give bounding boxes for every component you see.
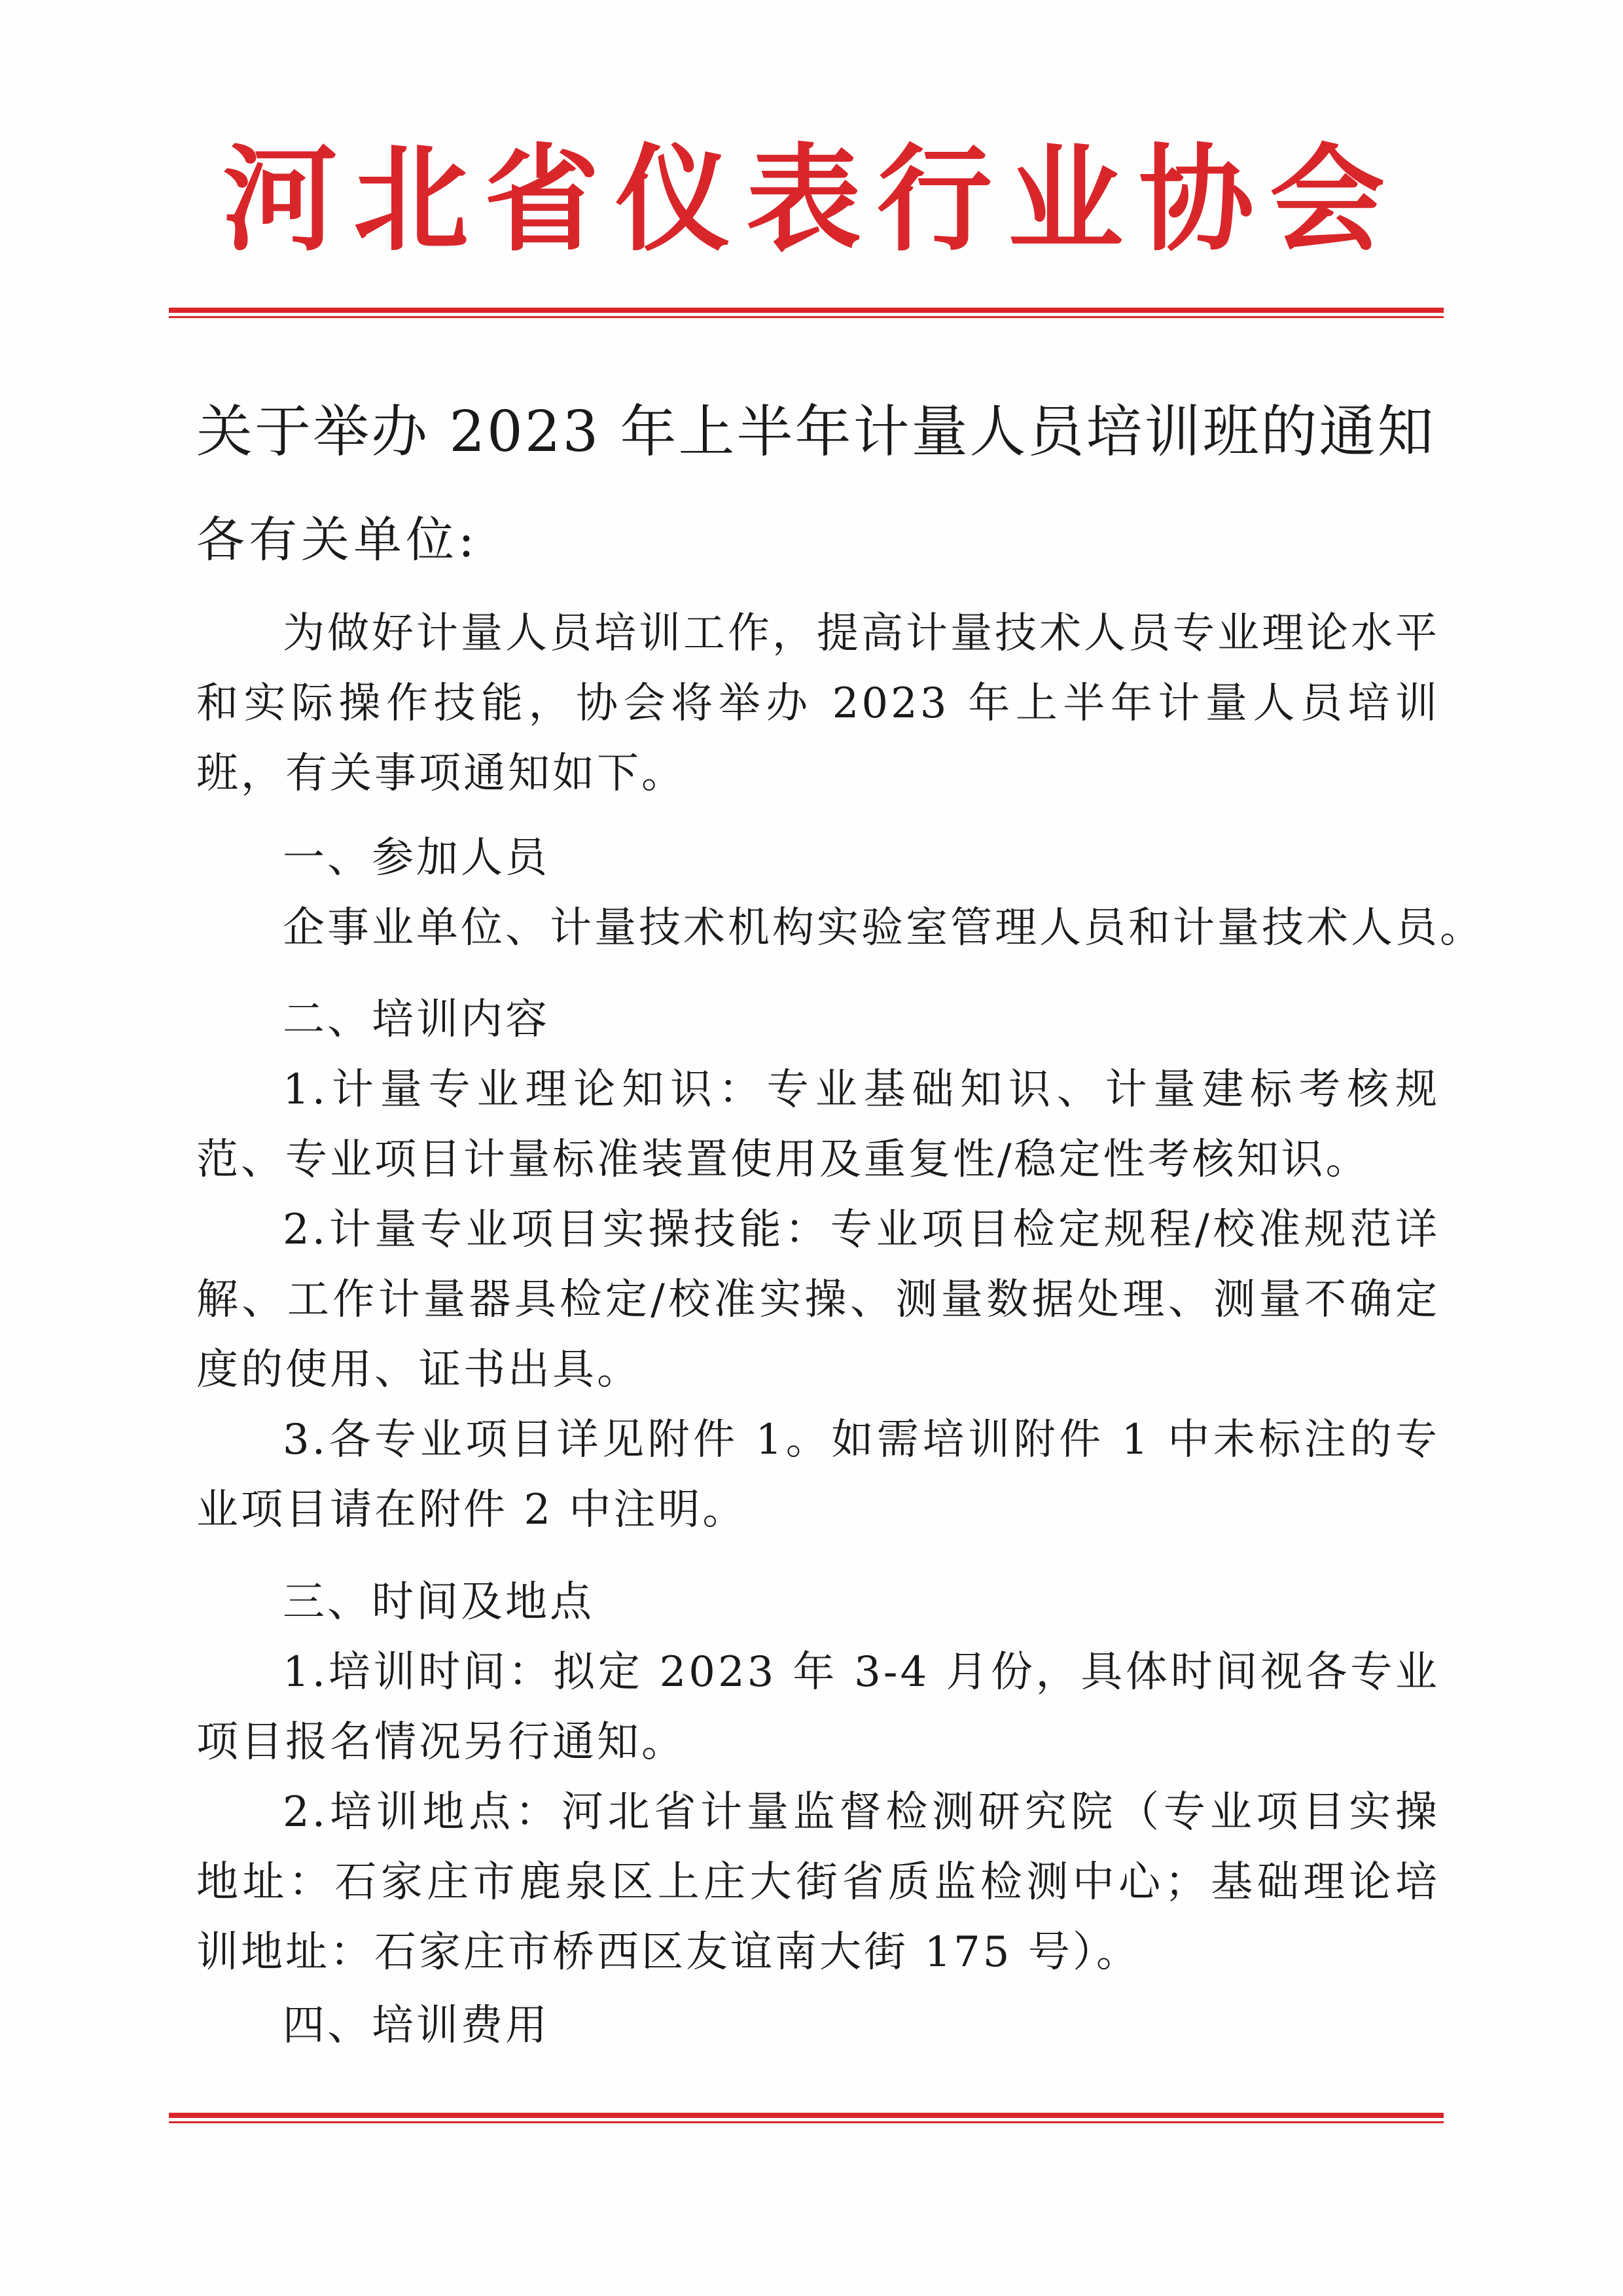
content-item-2: 2.计量专业项目实操技能：专业项目检定规程/校准规范详解、工作计量器具检定/校准实操、测量数据处理、测量不确定度的使用、证书出具。 <box>196 1206 1440 1394</box>
section-heading-participants: 一、参加人员 <box>283 834 550 882</box>
section-heading-time-place: 三、时间及地点 <box>283 1578 594 1626</box>
footer-divider-bottom <box>169 2113 1444 2123</box>
organization-letterhead: 河北省仪表行业协会 <box>222 132 1400 267</box>
salutation: 各有关单位: <box>196 512 478 568</box>
section-heading-content: 二、培训内容 <box>283 996 550 1044</box>
content-item-1: 1.计量专业理论知识：专业基础知识、计量建标考核规范、专业项目计量标准装置使用及重复性/稳定性考核知识。 <box>196 1066 1440 1184</box>
section-heading-fees: 四、培训费用 <box>283 2001 550 2050</box>
content-item-3: 3.各专业项目详见附件 1。如需培训附件 1 中未标注的专业项目请在附件 2 中注明。 <box>196 1416 1440 1534</box>
document-title: 关于举办 2023 年上半年计量人员培训班的通知 <box>196 399 1436 465</box>
letterhead-divider-top <box>169 308 1444 318</box>
time-place-item-1: 1.培训时间：拟定 2023 年 3-4 月份，具体时间视各专业项目报名情况另行通知。 <box>196 1648 1440 1767</box>
intro-paragraph: 为做好计量人员培训工作，提高计量技术人员专业理论水平和实际操作技能，协会将举办 2023 年上半年计量人员培训班，有关事项通知如下。 <box>196 609 1440 798</box>
participants-paragraph: 企事业单位、计量技术机构实验室管理人员和计量技术人员。 <box>283 904 1484 952</box>
time-place-item-2: 2.培训地点：河北省计量监督检测研究院（专业项目实操地址：石家庄市鹿泉区上庄大街省质监检测中心；基础理论培训地址：石家庄市桥西区友谊南大街 175 号）。 <box>196 1788 1440 1977</box>
